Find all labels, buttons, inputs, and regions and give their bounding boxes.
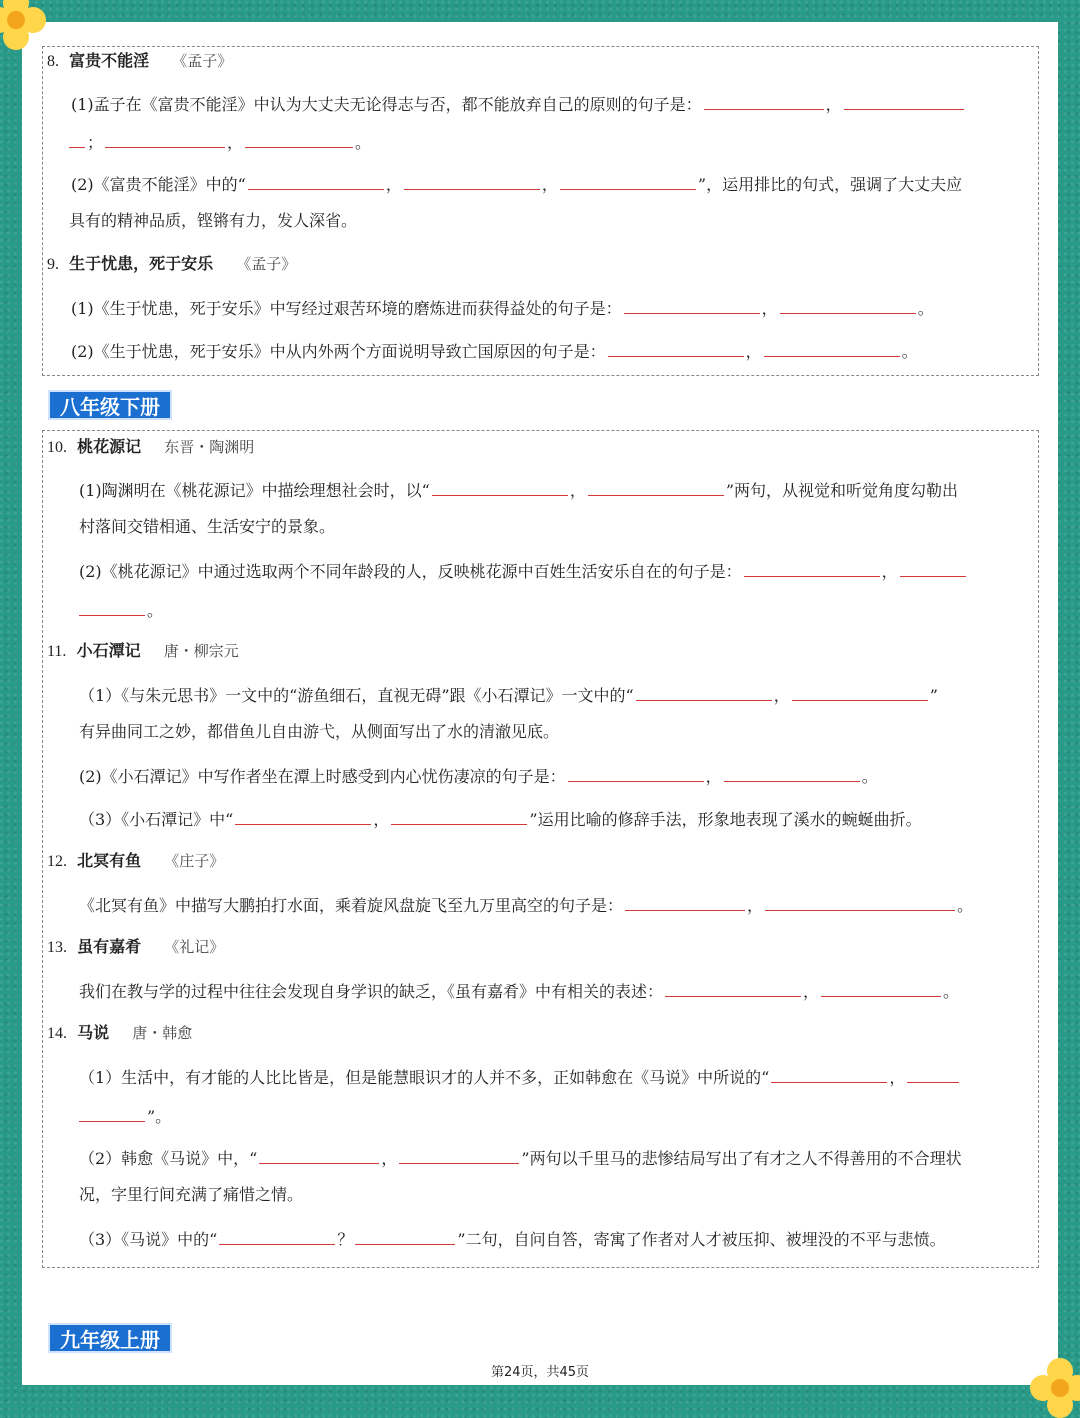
answer-blank[interactable] [404,173,540,190]
question-text: ”二句，自问自答，寄寓了作者对人才被压抑、被埋没的不平与悲愤。 [457,1230,946,1249]
question-text: 况，字里行间充满了痛惜之情。 [79,1185,304,1204]
punct: 。 [147,601,164,620]
answer-blank[interactable] [844,93,964,110]
punct: ， [761,299,778,318]
page-number: 第24页，共45页 [490,1365,590,1380]
flower-decoration-icon [0,0,46,50]
question-title: 生于忧患，死于安乐 [69,254,214,273]
answer-blank[interactable] [624,297,760,314]
question-source: 《孟子》 [236,255,297,273]
punct: ， [773,686,790,705]
q10-part2 [79,560,1038,582]
question-text: 村落间交错相通、生活安宁的景象。 [79,517,336,536]
question-text: （2）韩愈《马说》中，“ [79,1149,258,1168]
q11-part1: （1）《与朱元思书》一文中的“游鱼细石，直视无碍”跟《小石潭记》一文中的“ ， ” [79,686,938,705]
question-header-13 [47,937,1038,958]
question-title: 虽有嘉肴 [77,937,142,956]
answer-blank[interactable] [900,560,966,577]
q10-part1-cont [79,517,1038,537]
answer-blank[interactable] [608,340,744,357]
answer-blank[interactable] [399,1147,519,1164]
question-header-8 [47,51,1038,72]
punct: 。 [943,982,960,1001]
question-number: 10. [47,439,67,456]
question-header-10 [47,437,1038,458]
answer-blank[interactable] [765,894,955,911]
section-badge-grade9-upper: 九年级上册 [48,1323,172,1353]
answer-blank[interactable] [568,765,704,782]
q14-part1 [79,1066,1038,1088]
question-text: (1)孟子在《富贵不能淫》中认为大丈夫无论得志与否，都不能放弃自己的原则的句子是： [71,95,702,114]
question-box-10-14 [42,430,1039,1268]
answer-blank[interactable] [780,297,916,314]
question-title: 小石潭记 [76,641,141,660]
q13-part1 [79,980,1038,1002]
question-text: (2)《小石潭记》中写作者坐在潭上时感受到内心忧伤凄凉的句子是： [79,767,566,786]
answer-blank[interactable] [636,684,772,701]
punct: 。 [861,767,878,786]
q8-part1-cont [67,131,1038,153]
answer-blank[interactable] [724,765,860,782]
answer-blank[interactable] [821,980,941,997]
question-text: 我们在教与学的过程中往往会发现自身学识的缺乏，《虽有嘉肴》中有相关的表述： [79,982,664,1001]
answer-blank[interactable] [625,894,745,911]
answer-blank[interactable] [79,1105,145,1122]
punct: ， [227,133,244,152]
answer-blank[interactable] [588,479,724,496]
question-title: 桃花源记 [77,437,142,456]
punct: ？ [337,1230,354,1249]
answer-blank[interactable] [560,173,696,190]
question-text: (1)陶渊明在《桃花源记》中描绘理想社会时，以“ [79,481,430,500]
question-text: 《北冥有鱼》中描写大鹏拍打水面，乘着旋风盘旋飞至九万里高空的句子是： [79,896,624,915]
question-text: (2)《桃花源记》中通过选取两个不同年龄段的人，反映桃花源中百姓生活安乐自在的句子是： [79,562,742,581]
question-header-9 [47,254,1038,275]
answer-blank[interactable] [219,1228,335,1245]
q14-part1-cont [77,1105,1038,1127]
question-number: 13. [47,939,67,956]
q14-part3 [79,1228,1038,1250]
question-box-8-9 [42,46,1039,376]
answer-blank[interactable] [355,1228,455,1245]
punct: ， [803,982,820,1001]
q9-part2 [71,340,1038,362]
question-number: 12. [47,853,67,870]
punct: ， [881,562,898,581]
question-text: (2)《生于忧患，死于安乐》中从内外两个方面说明导致亡国原因的句子是： [71,342,606,361]
question-number: 14. [47,1025,67,1042]
question-text: 有异曲同工之妙，都借鱼儿自由游弋，从侧面写出了水的清澈见底。 [79,722,560,741]
punct: ， [385,175,402,194]
answer-blank[interactable] [432,479,568,496]
question-text: （1）《与朱元思书》一文中的“游鱼细石，直视无碍”跟《小石潭记》一文中的“ [79,686,634,705]
question-number: 9. [47,256,59,273]
q8-part2 [71,173,1038,195]
question-header-11 [47,641,1038,662]
question-source: 《孟子》 [172,52,233,70]
question-source: 唐・柳宗元 [163,642,239,660]
question-text: 具有的精神品质，铿锵有力，发人深省。 [69,211,358,230]
question-text: ”，运用排比的句式，强调了大丈夫应 [697,175,963,194]
q8-part1 [71,93,1038,115]
answer-blank[interactable] [245,131,353,148]
punct: ， [705,767,722,786]
answer-blank[interactable] [69,131,85,148]
answer-blank[interactable] [907,1066,959,1083]
q9-part1 [71,297,1038,319]
q8-part2-cont [69,211,1038,231]
answer-blank[interactable] [105,131,225,148]
answer-blank[interactable] [771,1066,887,1083]
answer-blank[interactable] [235,808,371,825]
question-number: 11. [47,643,67,660]
punct: ， [825,95,842,114]
punct: ， [569,481,586,500]
question-text: （3）《马说》中的“ [79,1230,218,1249]
answer-blank[interactable] [744,560,880,577]
punct: ， [373,810,390,829]
question-text: （1）生活中，有才能的人比比皆是，但是能慧眼识才的人并不多，正如韩愈在《马说》中所说的“ [79,1068,770,1087]
answer-blank[interactable] [764,340,900,357]
question-number: 8. [47,53,59,70]
punct: 。 [957,896,974,915]
question-text: ”两句以千里马的悲惨结局写出了有才之人不得善用的不合理状 [521,1149,962,1168]
q12-part1 [79,894,1038,916]
q10-part1 [79,479,1038,501]
q10-part2-cont [77,599,1038,621]
question-text: (2)《富贵不能淫》中的“ [71,175,246,194]
q11-part3 [79,808,1038,830]
q14-part2 [79,1147,1038,1169]
question-source: 唐・韩愈 [132,1024,193,1042]
punct: 。 [355,133,372,152]
question-header-14 [47,1023,1038,1044]
question-text: ”两句，从视觉和听觉角度勾勒出 [725,481,959,500]
question-title: 马说 [77,1023,110,1042]
question-header-12 [47,851,1038,872]
q11-part1-cont [79,722,1038,742]
answer-blank[interactable] [704,93,824,110]
answer-blank[interactable] [259,1147,379,1164]
question-source: 东晋・陶渊明 [164,438,255,456]
punct: ； [87,133,104,152]
q14-part2-cont [79,1185,1038,1205]
question-text: ”运用比喻的修辞手法，形象地表现了溪水的蜿蜒曲折。 [529,810,922,829]
punct: 。 [901,342,918,361]
question-source: 《庄子》 [164,852,225,870]
punct: ”。 [147,1107,172,1126]
question-title: 富贵不能淫 [69,51,150,70]
question-title: 北冥有鱼 [77,851,142,870]
punct: ， [889,1068,906,1087]
answer-blank[interactable] [248,173,384,190]
question-text: （3）《小石潭记》中“ [79,810,234,829]
punct: ， [381,1149,398,1168]
answer-blank[interactable] [391,808,527,825]
question-source: 《礼记》 [164,938,225,956]
answer-blank[interactable] [792,684,928,701]
punct: ， [747,896,764,915]
punct: ， [745,342,762,361]
punct: ， [541,175,558,194]
punct: 。 [917,299,934,318]
answer-blank[interactable] [665,980,801,997]
question-text: (1)《生于忧患，死于安乐》中写经过艰苦环境的磨炼进而获得益处的句子是： [71,299,622,318]
answer-blank[interactable] [79,599,145,616]
section-badge-grade8-lower: 八年级下册 [48,390,172,420]
q11-part2 [79,765,1038,787]
